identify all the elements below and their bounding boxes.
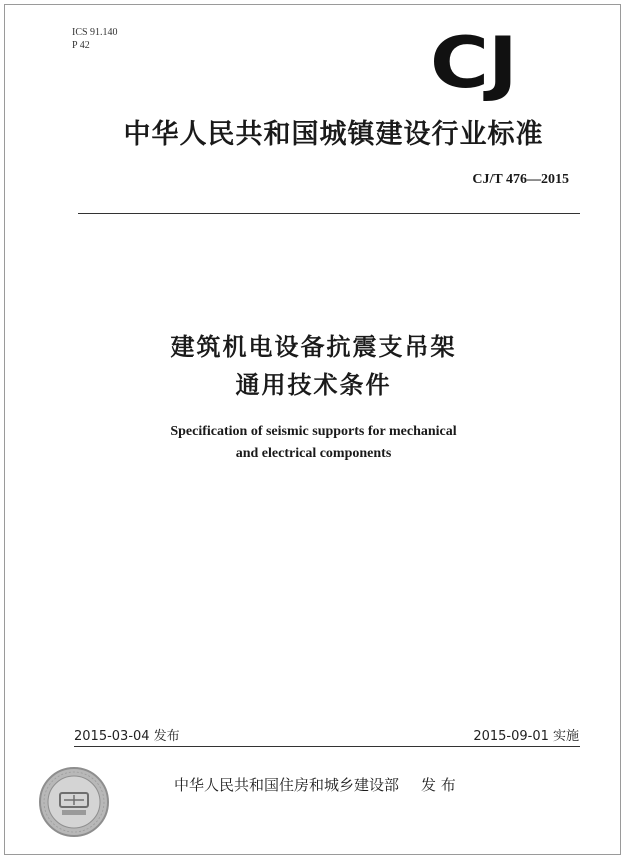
bottom-divider bbox=[74, 746, 580, 747]
chinese-title-line-1: 建筑机电设备抗震支吊架 bbox=[170, 333, 457, 361]
publisher-line bbox=[174, 774, 456, 795]
english-title bbox=[0, 421, 627, 465]
ics-classification bbox=[72, 26, 118, 52]
issue-date: 2015-03-04 发布 bbox=[74, 729, 180, 744]
cj-logo: CJ bbox=[430, 22, 517, 104]
publisher-name: 中华人民共和国住房和城乡建设部 bbox=[174, 776, 400, 794]
chinese-title-line-2: 通用技术条件 bbox=[235, 371, 392, 399]
publish-label: 发 布 bbox=[421, 776, 456, 794]
ics-code: ICS 91.140 bbox=[72, 27, 118, 38]
english-title-line-2: and electrical components bbox=[235, 446, 392, 461]
chinese-title bbox=[0, 328, 627, 404]
standard-title: 中华人民共和国城镇建设行业标准 bbox=[123, 119, 544, 150]
publisher-seal-icon bbox=[38, 766, 110, 838]
category-code: P 42 bbox=[72, 40, 90, 51]
top-divider bbox=[78, 213, 580, 214]
effective-date: 2015-09-01 实施 bbox=[473, 729, 579, 744]
standard-code: CJ/T 476—2015 bbox=[472, 172, 569, 187]
english-title-line-1: Specification of seismic supports for mechanical bbox=[170, 424, 457, 439]
